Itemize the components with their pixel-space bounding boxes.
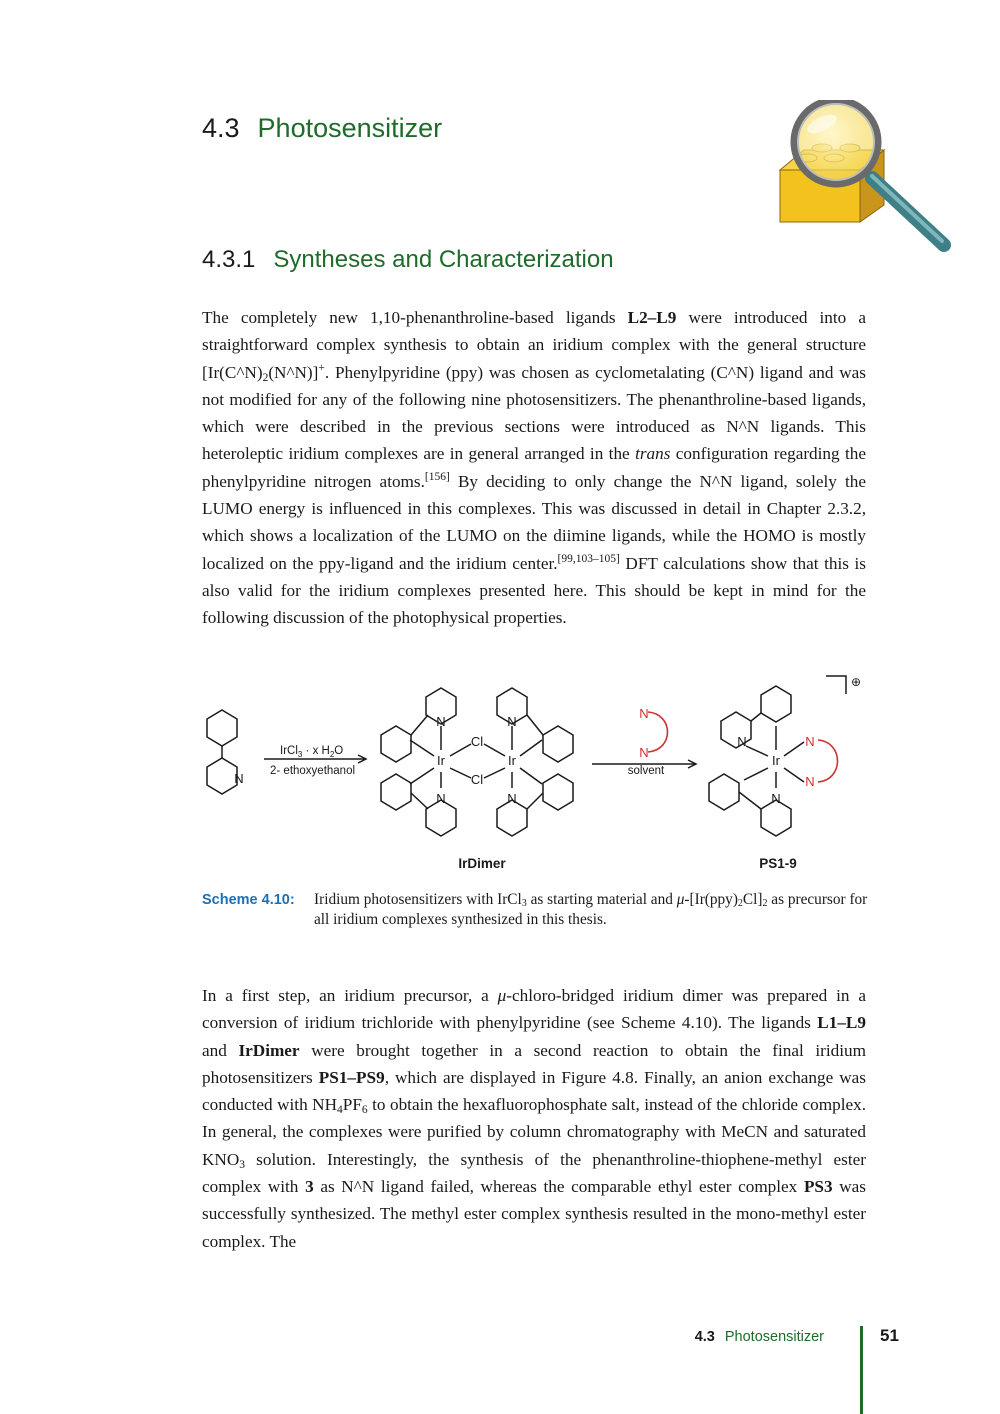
- label-irdimer: IrDimer: [458, 856, 506, 871]
- ligand-arc-product: [818, 740, 838, 782]
- atom-n: N: [436, 714, 446, 729]
- atom-n: N: [771, 791, 781, 806]
- subsection-heading: [202, 244, 614, 276]
- footer-divider: [860, 1326, 863, 1414]
- atom-n-red: N: [639, 706, 649, 721]
- charge-symbol: ⊕: [850, 675, 862, 689]
- atom-n: N: [737, 734, 747, 749]
- citation[interactable]: [156]: [424, 470, 450, 483]
- section-heading: [202, 110, 442, 146]
- body-paragraph-1: The completely new 1,10-phenanthroline-based ligands L2–L9 were introduced into a straightforward complex synthesis to obtain an iridium complex with the general structure $[Ir(C\^{}N)_2(N\^{}N)]^+$. Phenylpyridine (ppy) was chosen as cyclometalating (C^N) ligand and was not modified for any of the following nine photosensitizers. The phenanthroline-based ligands, which were described in the previous sections were introduced as N^N ligands. This heteroleptic iridium complexes are in general arranged in the trans configuration regarding the phenylpyridine nitrogen atoms.[156] By deciding to only change the N^N ligand, solely the LUMO energy is influenced in this complexes. This was discussed in detail in Chapter 2.3.2, which shows a localization of the LUMO on the diimine ligands, while the HOMO is mostly localized on the ppy-ligand and the iridium center.[99,103–105] DFT calculations show that this is also valid for the iridium complexes presented here. This should be kept in mind for the following discussion of the photophysical properties.: [202, 308, 867, 628]
- subsection-number: 4.3.1: [202, 246, 256, 273]
- citation[interactable]: [99,103–105]: [557, 552, 620, 565]
- atom-ir: Ir: [508, 753, 516, 768]
- solvent-text-2: solvent: [627, 765, 665, 777]
- subsection-title: Syntheses and Characterization: [273, 246, 614, 273]
- label-product: PS1-9: [759, 856, 797, 871]
- footer-section: [695, 1327, 824, 1347]
- atom-n: N: [507, 791, 517, 806]
- atom-n-red: N: [639, 745, 649, 760]
- scheme-caption: [202, 890, 872, 930]
- page-number: 51: [880, 1326, 899, 1345]
- caption-label[interactable]: Scheme 4.10:: [202, 892, 295, 908]
- solvent-text-1: 2- ethoxyethanol: [270, 765, 356, 777]
- atom-ir: Ir: [772, 753, 780, 768]
- caption-text: Iridium photosensitizers with IrCl$_3$ as starting material and $\mu-[Ir(ppy)_2Cl]_2$ as precursor for all iridium complexes synthesized in this thesis.: [314, 891, 868, 928]
- atom-n: N: [234, 771, 244, 786]
- body-paragraph-2: In a first step, an iridium precursor, a μ-chloro-bridged iridium dimer was prepared in a conversion of iridium trichloride with phenylpyridine (see Scheme 4.10). The ligands L1–L9 and IrDimer were brought together in a second reaction to obtain the final iridium photosensitizers PS1–PS9, which are displayed in Figure 4.8. Finally, an anion exchange was conducted with $NH_4PF_6$ to obtain the hexafluorophosphate salt, instead of the chloride complex. In general, the complexes were purified by column chromatography with MeCN and saturated $KNO_3$ solution. Interestingly, the synthesis of the phenanthroline-thiophene-methyl ester complex with 3 as N^N ligand failed, whereas the comparable ethyl ester complex PS3 was successfully synthesized. The methyl ester complex synthesis resulted in the mono-methyl ester complex. The: [202, 986, 867, 1251]
- atom-cl: Cl: [470, 772, 484, 787]
- lego-brick-magnifier-icon: [772, 100, 962, 265]
- reaction-scheme: [196, 668, 876, 878]
- footer-section-title: Photosensitizer: [724, 1329, 824, 1345]
- atom-cl: Cl: [470, 734, 484, 749]
- atom-n: N: [436, 791, 446, 806]
- section-title: Photosensitizer: [257, 113, 443, 143]
- atom-n-red: N: [805, 734, 815, 749]
- atom-n: N: [507, 714, 517, 729]
- atom-n-red: N: [805, 774, 815, 789]
- ligand-arc-reagent: [648, 712, 668, 752]
- footer-section-number: 4.3: [694, 1329, 715, 1345]
- section-number: 4.3: [202, 113, 240, 143]
- reagent-text: IrCl$_3$ · x $H_2O$: [280, 745, 344, 759]
- atom-ir: Ir: [437, 753, 445, 768]
